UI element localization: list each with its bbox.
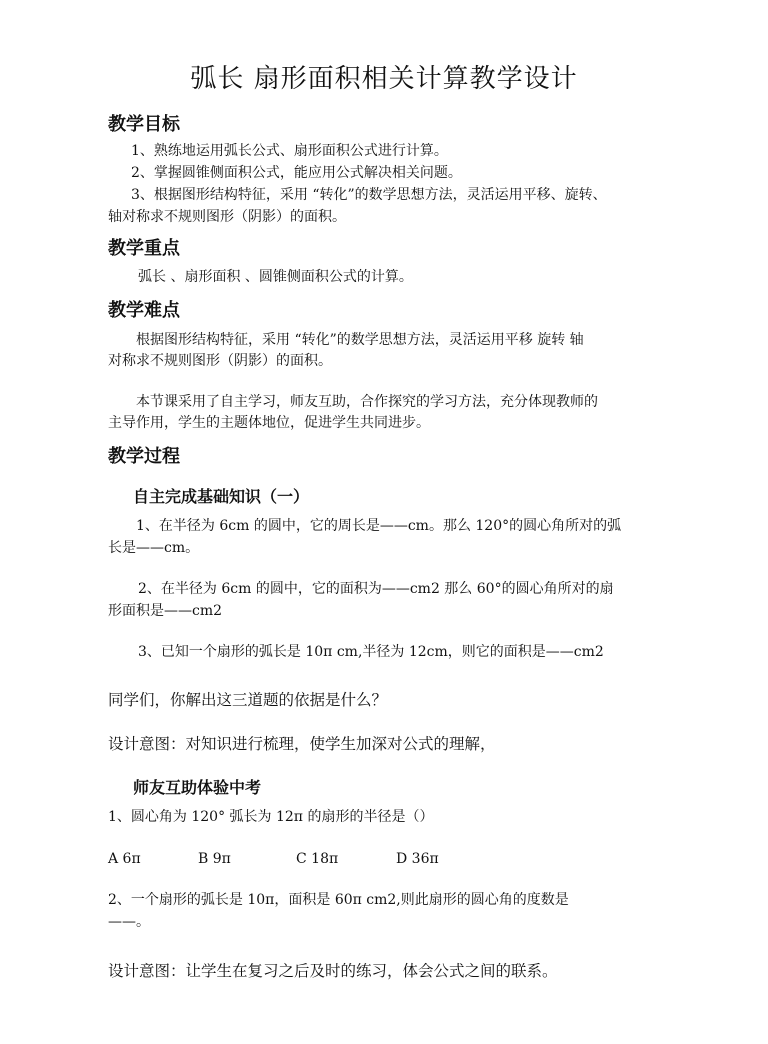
objective-item-3-cont: 轴对称求不规则图形（阴影）的面积。 — [108, 209, 346, 225]
part1-question: 同学们，你解出这三道题的依据是什么？ — [108, 691, 388, 709]
objectives-heading: 教学目标 — [108, 114, 180, 135]
part1-intent: 设计意图：对知识进行梳理，使学生加深对公式的理解， — [108, 735, 496, 753]
part1-q2-line-1: 2、在半径为 6cm 的圆中，它的面积为——cm2 那么 60°的圆心角所对的扇 — [138, 581, 614, 597]
method-line-1: 本节课采用了自主学习，师友互助，合作探究的学习方法，充分体现教师的 — [136, 394, 598, 410]
objective-item-3: 3、根据图形结构特征，采用 “转化”的数学思想方法，灵活运用平移、旋转、 — [131, 187, 607, 203]
part1-q1-line-2: 长是——cm。 — [108, 540, 200, 556]
key-points-heading: 教学重点 — [108, 238, 180, 259]
difficulties-line-1: 根据图形结构特征，采用 “转化”的数学思想方法，灵活运用平移 旋转 轴 — [136, 332, 584, 348]
part1-q2-line-2: 形面积是——cm2 — [108, 603, 223, 619]
option-d: D 36π — [396, 851, 439, 867]
part1-q1-line-1: 1、在半径为 6cm 的圆中，它的周长是——cm。那么 120°的圆心角所对的弧 — [136, 518, 622, 534]
objective-item-1: 1、熟练地运用弧长公式、扇形面积公式进行计算。 — [131, 143, 448, 159]
method-line-2: 主导作用，学生的主题体地位，促进学生共同进步。 — [108, 415, 430, 431]
difficulties-heading: 教学难点 — [108, 300, 180, 321]
key-points-text: 弧长 、扇形面积 、圆锥侧面积公式的计算。 — [138, 269, 413, 285]
part2-q1: 1、圆心角为 120° 弧长为 12π 的扇形的半径是（） — [108, 809, 434, 825]
difficulties-line-2: 对称求不规则图形（阴影）的面积。 — [108, 353, 332, 369]
part2-intent: 设计意图：让学生在复习之后及时的练习，体会公式之间的联系。 — [108, 962, 558, 980]
part2-q2-line-2: ——。 — [108, 914, 150, 930]
process-heading: 教学过程 — [108, 446, 180, 467]
option-c: C 18π — [296, 851, 339, 867]
part2-q2-line-1: 2、一个扇形的弧长是 10π，面积是 60π cm2,则此扇形的圆心角的度数是 — [108, 892, 569, 908]
part2-heading: 师友互助体验中考 — [133, 778, 262, 797]
option-b: B 9π — [198, 851, 231, 867]
part1-heading: 自主完成基础知识（一） — [133, 487, 310, 506]
option-a: A 6π — [108, 851, 141, 867]
part1-q3: 3、已知一个扇形的弧长是 10π cm,半径为 12cm，则它的面积是——cm2 — [138, 644, 604, 660]
objective-item-2: 2、掌握圆锥侧面积公式，能应用公式解决相关问题。 — [131, 165, 462, 181]
document-title: 弧长 扇形面积相关计算教学设计 — [190, 64, 578, 94]
